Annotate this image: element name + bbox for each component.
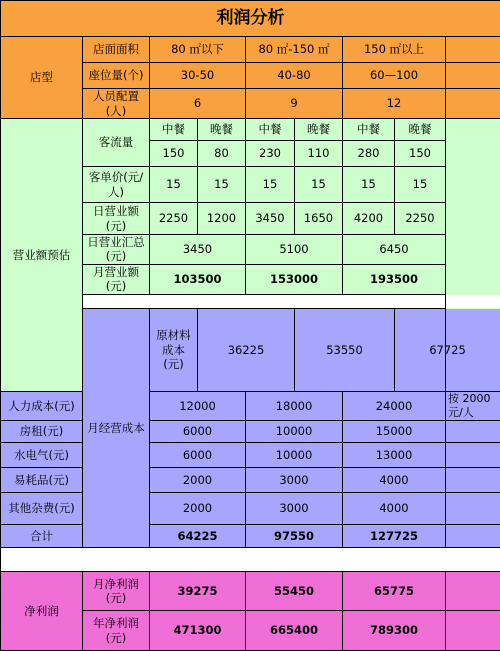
- section-label-store-type: 店型: [1, 37, 83, 119]
- row-label-utilities: 水电气(元): [1, 443, 83, 468]
- empty-cell: [446, 443, 500, 468]
- labor-small: 12000: [150, 392, 246, 421]
- rent-small: 6000: [150, 421, 246, 443]
- row-label-seats: 座位量(个): [83, 63, 150, 89]
- daily-revenue-value: 2250: [395, 203, 446, 235]
- unit-price-value: 15: [343, 167, 395, 203]
- unit-price-value: 15: [246, 167, 295, 203]
- row-label-yearly-profit: 年净利润(元): [83, 611, 150, 651]
- row-label-misc: 其他杂费(元): [1, 493, 83, 525]
- monthly-revenue-large: 193500: [343, 264, 446, 294]
- utilities-large: 13000: [343, 443, 446, 468]
- cell-staff-medium: 9: [246, 89, 343, 119]
- meal-header: 晚餐: [395, 119, 446, 141]
- cell-area-medium: 80 ㎡-150 ㎡: [246, 37, 343, 63]
- traffic-value: 110: [295, 141, 343, 167]
- meal-header: 中餐: [150, 119, 198, 141]
- traffic-value: 150: [395, 141, 446, 167]
- yearly-profit-large: 789300: [343, 611, 446, 651]
- section-label-revenue: 营业额预估: [1, 119, 83, 392]
- consumables-large: 4000: [343, 468, 446, 493]
- misc-large: 4000: [343, 493, 446, 525]
- row-label-daily-revenue: 日营业额(元): [83, 203, 150, 235]
- materials-medium: 53550: [295, 308, 395, 392]
- row-label-materials: 原材料成本(元): [150, 308, 198, 392]
- consumables-medium: 3000: [246, 468, 343, 493]
- row-label-monthly-profit: 月净利润(元): [83, 572, 150, 611]
- row-label-labor: 人力成本(元): [1, 392, 83, 421]
- empty-cell: [446, 89, 500, 119]
- misc-medium: 3000: [246, 493, 343, 525]
- empty-cell: [446, 572, 500, 611]
- monthly-profit-medium: 55450: [246, 572, 343, 611]
- labor-medium: 18000: [246, 392, 343, 421]
- cell-area-small: 80 ㎡以下: [150, 37, 246, 63]
- meal-header: 中餐: [246, 119, 295, 141]
- row-label-rent: 房租(元): [1, 421, 83, 443]
- cell-area-large: 150 ㎡以上: [343, 37, 446, 63]
- cell-staff-large: 12: [343, 89, 446, 119]
- empty-cell: [446, 468, 500, 493]
- row-label-unit-price: 客单价(元/人): [83, 167, 150, 203]
- cell-staff-small: 6: [150, 89, 246, 119]
- row-label-total: 合计: [1, 525, 83, 548]
- meal-header: 晚餐: [295, 119, 343, 141]
- yearly-profit-medium: 665400: [246, 611, 343, 651]
- row-label-staff: 人员配置(人): [83, 89, 150, 119]
- sheet-title: 利润分析: [1, 1, 500, 37]
- row-label-daily-total: 日营业汇总(元): [83, 235, 150, 265]
- unit-price-value: 15: [395, 167, 446, 203]
- monthly-revenue-medium: 153000: [246, 264, 343, 294]
- rent-medium: 10000: [246, 421, 343, 443]
- monthly-revenue-small: 103500: [150, 264, 246, 294]
- labor-large: 24000: [343, 392, 446, 421]
- empty-cell: [446, 611, 500, 651]
- row-label-traffic: 客流量: [83, 119, 150, 167]
- total-medium: 97550: [246, 525, 343, 548]
- traffic-value: 80: [198, 141, 246, 167]
- traffic-value: 230: [246, 141, 295, 167]
- daily-revenue-value: 4200: [343, 203, 395, 235]
- utilities-small: 6000: [150, 443, 246, 468]
- section-label-net-profit: 净利润: [1, 572, 83, 651]
- unit-price-value: 15: [150, 167, 198, 203]
- materials-small: 36225: [198, 308, 295, 392]
- row-label-area: 店面面积: [83, 37, 150, 63]
- empty-cell: [446, 37, 500, 63]
- yearly-profit-small: 471300: [150, 611, 246, 651]
- cell-seats-small: 30-50: [150, 63, 246, 89]
- misc-small: 2000: [150, 493, 246, 525]
- rent-large: 15000: [343, 421, 446, 443]
- cell-seats-large: 60—100: [343, 63, 446, 89]
- unit-price-value: 15: [198, 167, 246, 203]
- empty-cell: [446, 63, 500, 89]
- row-label-consumables: 易耗品(元): [1, 468, 83, 493]
- section-label-monthly-cost: 月经营成本: [83, 308, 150, 548]
- utilities-medium: 10000: [246, 443, 343, 468]
- spacer-row: [1, 548, 500, 572]
- daily-revenue-value: 1200: [198, 203, 246, 235]
- monthly-profit-small: 39275: [150, 572, 246, 611]
- spacer-row: [83, 294, 500, 308]
- empty-cell: [446, 421, 500, 443]
- labor-note: 按 2000 元/人: [446, 392, 500, 421]
- daily-total-large: 6450: [343, 235, 446, 265]
- meal-header: 晚餐: [198, 119, 246, 141]
- meal-header: 中餐: [343, 119, 395, 141]
- traffic-value: 280: [343, 141, 395, 167]
- cell-seats-medium: 40-80: [246, 63, 343, 89]
- traffic-value: 150: [150, 141, 198, 167]
- consumables-small: 2000: [150, 468, 246, 493]
- daily-revenue-value: 3450: [246, 203, 295, 235]
- daily-revenue-value: 2250: [150, 203, 198, 235]
- unit-price-value: 15: [295, 167, 343, 203]
- total-large: 127725: [343, 525, 446, 548]
- daily-total-medium: 5100: [246, 235, 343, 265]
- daily-total-small: 3450: [150, 235, 246, 265]
- empty-cell: [446, 493, 500, 525]
- daily-revenue-value: 1650: [295, 203, 343, 235]
- materials-large: 67725: [395, 308, 500, 392]
- total-small: 64225: [150, 525, 246, 548]
- monthly-profit-large: 65775: [343, 572, 446, 611]
- empty-cell: [446, 525, 500, 548]
- row-label-monthly-revenue: 月营业额(元): [83, 264, 150, 294]
